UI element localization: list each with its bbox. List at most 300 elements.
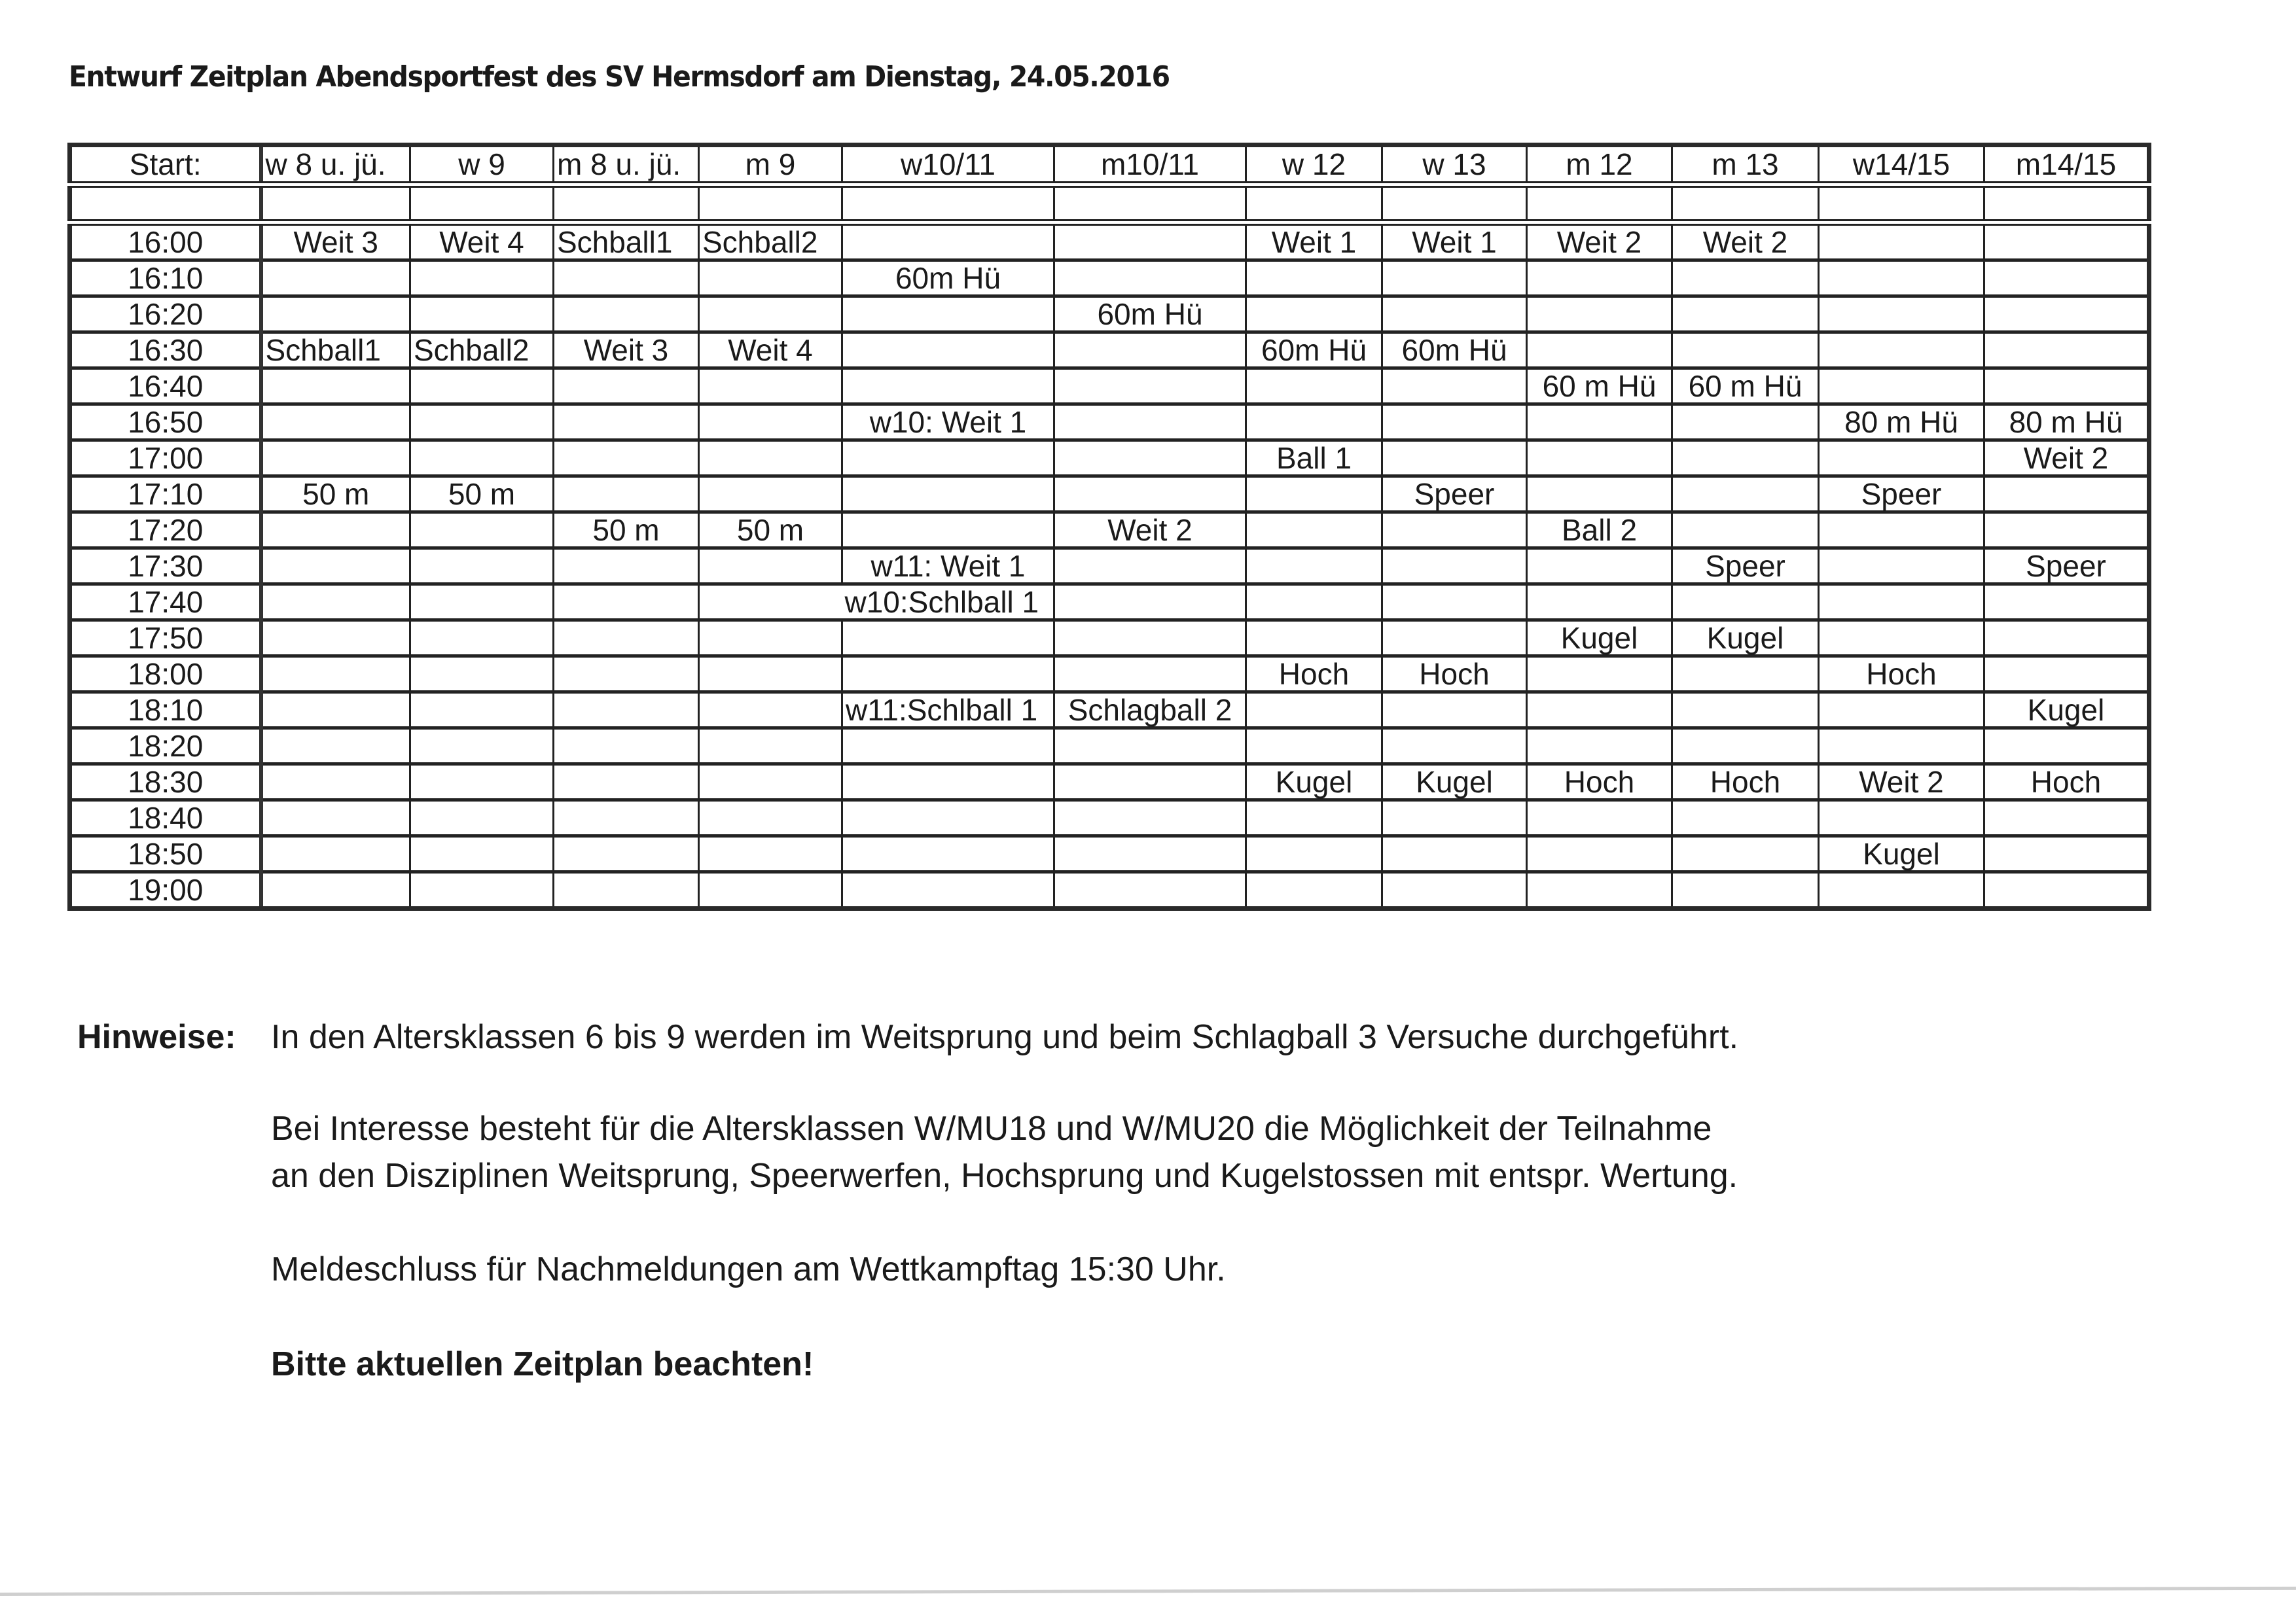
event-cell [1672,404,1819,440]
column-header: w10/11 [842,145,1054,185]
table-cell [1984,185,2149,222]
event-cell [1246,692,1382,728]
event-cell: w10:Schlball 1 [842,584,1054,620]
event-cell [261,260,410,296]
event-cell [261,512,410,548]
event-cell [1819,368,1984,404]
event-cell [1527,692,1672,728]
event-cell: w11:Schlball 1 [842,692,1054,728]
event-cell: Weit 2 [1527,222,1672,260]
event-cell [1984,836,2149,872]
time-cell: 18:20 [70,728,261,764]
event-cell [1246,620,1382,656]
event-cell: 50 m [261,476,410,512]
event-cell: 60m Hü [1382,332,1527,368]
time-cell: 18:10 [70,692,261,728]
event-cell [699,260,842,296]
table-cell [1819,185,1984,222]
table-row [70,620,2149,656]
event-cell [410,764,554,800]
event-cell [410,440,554,476]
event-cell [1527,656,1672,692]
event-cell [1672,476,1819,512]
table-cell [1246,185,1382,222]
event-cell [410,260,554,296]
event-cell [1672,800,1819,836]
event-cell [554,476,699,512]
event-cell [261,764,410,800]
event-cell [410,728,554,764]
notes-label: Hinweise: [77,1018,236,1056]
event-cell [554,656,699,692]
time-cell: 18:00 [70,656,261,692]
event-cell [261,296,410,332]
table-cell [1672,185,1819,222]
event-cell [1246,476,1382,512]
table-row [70,296,2149,332]
time-cell: 18:50 [70,836,261,872]
table-row [70,404,2149,440]
event-cell [1984,260,2149,296]
event-cell [1527,476,1672,512]
event-cell [1984,296,2149,332]
event-cell: Kugel [1819,836,1984,872]
event-cell: Kugel [1382,764,1527,800]
schedule-table [67,143,2151,911]
event-cell [1819,440,1984,476]
event-cell: Speer [1382,476,1527,512]
table-blank-row [70,185,2149,222]
event-cell [410,836,554,872]
event-cell [261,872,410,909]
event-cell: Ball 2 [1527,512,1672,548]
event-cell [1054,764,1246,800]
column-header: m 9 [699,145,842,185]
event-cell [699,728,842,764]
event-cell [261,656,410,692]
event-cell [1246,512,1382,548]
event-cell [554,260,699,296]
event-cell [554,764,699,800]
column-header: w 8 u. jü. [261,145,410,185]
event-cell: Weit 3 [261,222,410,260]
event-cell [1054,222,1246,260]
event-cell [1382,296,1527,332]
event-cell [699,836,842,872]
event-cell [1984,368,2149,404]
event-cell: 60 m Hü [1527,368,1672,404]
event-cell [1054,368,1246,404]
event-cell: Kugel [1672,620,1819,656]
table-row [70,800,2149,836]
event-cell [410,872,554,909]
event-cell [410,620,554,656]
column-header: m 12 [1527,145,1672,185]
event-cell: w10: Weit 1 [842,404,1054,440]
table-row [70,656,2149,692]
event-cell [1527,584,1672,620]
event-cell [842,728,1054,764]
event-cell [1819,620,1984,656]
table-cell [842,185,1054,222]
event-cell [1819,512,1984,548]
column-header: w 12 [1246,145,1382,185]
event-cell: Kugel [1527,620,1672,656]
event-cell [554,584,699,620]
event-cell: 50 m [554,512,699,548]
event-cell [1382,368,1527,404]
event-cell: Schball2 [699,222,842,260]
event-cell [1819,692,1984,728]
event-cell [842,872,1054,909]
event-cell: 60m Hü [1054,296,1246,332]
event-cell [1246,800,1382,836]
event-cell: 50 m [410,476,554,512]
event-cell [1984,656,2149,692]
event-cell: 60m Hü [1246,332,1382,368]
event-cell [1054,548,1246,584]
event-cell [1246,548,1382,584]
event-cell [1527,872,1672,909]
event-cell [554,440,699,476]
table-row [70,728,2149,764]
table-row [70,872,2149,909]
event-cell: Hoch [1246,656,1382,692]
event-cell [1984,584,2149,620]
event-cell [410,800,554,836]
event-cell [842,296,1054,332]
event-cell [410,584,554,620]
event-cell: Schlagball 2 [1054,692,1246,728]
document-title: Entwurf Zeitplan Abendsportfest des SV Hermsdorf am Dienstag, 24.05.2016 [69,60,1170,94]
event-cell [1382,512,1527,548]
event-cell [1054,836,1246,872]
event-cell [1246,368,1382,404]
event-cell: Weit 3 [554,332,699,368]
event-cell [261,692,410,728]
event-cell [554,836,699,872]
event-cell [1246,584,1382,620]
event-cell [1984,800,2149,836]
event-cell [1819,800,1984,836]
event-cell [1819,296,1984,332]
event-cell: Speer [1672,548,1819,584]
event-cell [1984,476,2149,512]
time-cell: 17:20 [70,512,261,548]
note-check-schedule: Bitte aktuellen Zeitplan beachten! [271,1345,814,1383]
event-cell [1382,584,1527,620]
event-cell [1527,296,1672,332]
table-header-row [70,145,2149,185]
event-cell [1054,584,1246,620]
event-cell [842,800,1054,836]
table-cell [699,185,842,222]
event-cell [699,620,842,656]
event-cell [699,872,842,909]
event-cell [1984,332,2149,368]
event-cell [1984,222,2149,260]
time-cell: 17:10 [70,476,261,512]
table-row [70,584,2149,620]
table-cell [1382,185,1527,222]
event-cell [1819,222,1984,260]
time-cell: 16:50 [70,404,261,440]
column-header-start: Start: [70,145,261,185]
event-cell: Ball 1 [1246,440,1382,476]
time-cell: 18:30 [70,764,261,800]
event-cell [1054,476,1246,512]
event-cell [1382,836,1527,872]
event-cell: 80 m Hü [1984,404,2149,440]
event-cell: Hoch [1819,656,1984,692]
event-cell [1382,404,1527,440]
event-cell: 60m Hü [842,260,1054,296]
event-cell [554,620,699,656]
event-cell [699,296,842,332]
event-cell [1054,656,1246,692]
event-cell [842,512,1054,548]
table-row [70,764,2149,800]
event-cell: Schball1 [261,332,410,368]
event-cell [699,368,842,404]
event-cell [1527,332,1672,368]
event-cell [699,440,842,476]
event-cell [842,440,1054,476]
time-cell: 16:40 [70,368,261,404]
event-cell [1382,800,1527,836]
event-cell [1527,548,1672,584]
note-registration-deadline: Meldeschluss für Nachmeldungen am Wettkampftag 15:30 Uhr. [271,1250,1226,1288]
event-cell: 60 m Hü [1672,368,1819,404]
event-cell [1382,728,1527,764]
event-cell [410,656,554,692]
event-cell [1246,872,1382,909]
event-cell [1672,440,1819,476]
event-cell: Hoch [1984,764,2149,800]
event-cell [1382,692,1527,728]
event-cell [1382,260,1527,296]
event-cell [699,548,842,584]
time-cell: 19:00 [70,872,261,909]
event-cell [554,800,699,836]
event-cell [699,692,842,728]
note-u18-u20-line2: an den Disziplinen Weitsprung, Speerwerfen, Hochsprung und Kugelstossen mit entspr. Wertung. [271,1157,1738,1195]
event-cell [1382,548,1527,584]
event-cell [1246,260,1382,296]
event-cell: Weit 2 [1819,764,1984,800]
table-row [70,512,2149,548]
event-cell: Kugel [1246,764,1382,800]
event-cell: Weit 1 [1246,222,1382,260]
event-cell [699,476,842,512]
event-cell: Weit 2 [1984,440,2149,476]
event-cell [554,296,699,332]
event-cell [261,728,410,764]
event-cell [1246,296,1382,332]
time-cell: 18:40 [70,800,261,836]
event-cell [1672,332,1819,368]
event-cell [1819,584,1984,620]
table-row [70,260,2149,296]
event-cell [842,764,1054,800]
column-header: w 13 [1382,145,1527,185]
event-cell: Schball1 [554,222,699,260]
table-cell [261,185,410,222]
table-cell [554,185,699,222]
event-cell [1054,872,1246,909]
event-cell [261,800,410,836]
time-cell: 17:30 [70,548,261,584]
event-cell [842,332,1054,368]
event-cell [261,440,410,476]
event-cell [1054,440,1246,476]
event-cell: Hoch [1382,656,1527,692]
event-cell [1672,584,1819,620]
event-cell [261,836,410,872]
event-cell: Hoch [1527,764,1672,800]
event-cell: Weit 4 [699,332,842,368]
time-cell: 17:40 [70,584,261,620]
table-row [70,692,2149,728]
time-cell: 16:00 [70,222,261,260]
event-cell: 50 m [699,512,842,548]
event-cell [1672,836,1819,872]
event-cell [1672,512,1819,548]
scan-edge-line [0,1587,2296,1596]
time-cell: 16:30 [70,332,261,368]
event-cell [1984,512,2149,548]
column-header: m14/15 [1984,145,2149,185]
table-row [70,222,2149,260]
event-cell [699,800,842,836]
note-u18-u20-line1: Bei Interesse besteht für die Altersklassen W/MU18 und W/MU20 die Möglichkeit der Teilnahme [271,1110,1712,1148]
event-cell [1984,620,2149,656]
table-row [70,440,2149,476]
event-cell [410,692,554,728]
event-cell [1672,728,1819,764]
table-row [70,548,2149,584]
time-cell: 17:50 [70,620,261,656]
column-header: w 9 [410,145,554,185]
event-cell [1672,260,1819,296]
event-cell [261,404,410,440]
event-cell [1382,872,1527,909]
time-cell: 17:00 [70,440,261,476]
event-cell [1246,728,1382,764]
event-cell: Hoch [1672,764,1819,800]
event-cell [699,404,842,440]
event-cell [1054,332,1246,368]
table-cell [1054,185,1246,222]
event-cell [410,368,554,404]
event-cell [1819,332,1984,368]
event-cell [410,296,554,332]
event-cell: Speer [1984,548,2149,584]
event-cell [410,404,554,440]
event-cell [1984,872,2149,909]
event-cell [1672,692,1819,728]
event-cell [1054,260,1246,296]
table-row [70,476,2149,512]
note-attempts: In den Altersklassen 6 bis 9 werden im Weitsprung und beim Schlagball 3 Versuche durchgeführt. [271,1018,1739,1056]
time-cell: 16:10 [70,260,261,296]
event-cell [699,764,842,800]
event-cell [1246,836,1382,872]
event-cell [842,476,1054,512]
event-cell: Weit 1 [1382,222,1527,260]
event-cell [261,548,410,584]
event-cell: Weit 2 [1672,222,1819,260]
event-cell [1527,260,1672,296]
event-cell [554,404,699,440]
time-cell: 16:20 [70,296,261,332]
event-cell [1054,404,1246,440]
event-cell [1054,620,1246,656]
event-cell [261,620,410,656]
event-cell [1382,620,1527,656]
event-cell [554,872,699,909]
event-cell [842,368,1054,404]
event-cell [842,836,1054,872]
event-cell [1527,728,1672,764]
event-cell: 80 m Hü [1819,404,1984,440]
event-cell [554,548,699,584]
event-cell [1382,440,1527,476]
column-header: m10/11 [1054,145,1246,185]
event-cell [1527,800,1672,836]
event-cell [410,512,554,548]
event-cell [1819,260,1984,296]
event-cell [1672,296,1819,332]
event-cell [1819,872,1984,909]
event-cell [699,584,842,620]
event-cell [554,692,699,728]
event-cell [1246,404,1382,440]
event-cell: Kugel [1984,692,2149,728]
event-cell [261,584,410,620]
event-cell [1672,656,1819,692]
table-row [70,368,2149,404]
event-cell [1819,548,1984,584]
event-cell: w11: Weit 1 [842,548,1054,584]
event-cell: Schball2 [410,332,554,368]
event-cell [1527,836,1672,872]
event-cell [1527,404,1672,440]
event-cell [554,728,699,764]
column-header: m 8 u. jü. [554,145,699,185]
event-cell: Weit 2 [1054,512,1246,548]
event-cell: Weit 4 [410,222,554,260]
column-header: m 13 [1672,145,1819,185]
event-cell: Speer [1819,476,1984,512]
event-cell [1984,728,2149,764]
table-cell [70,185,261,222]
event-cell [1054,800,1246,836]
event-cell [1054,728,1246,764]
table-row [70,836,2149,872]
table-row [70,332,2149,368]
event-cell [1819,728,1984,764]
event-cell [842,620,1054,656]
event-cell [261,368,410,404]
event-cell [410,548,554,584]
event-cell [842,656,1054,692]
event-cell [699,656,842,692]
event-cell [554,368,699,404]
event-cell [842,222,1054,260]
table-cell [410,185,554,222]
event-cell [1527,440,1672,476]
